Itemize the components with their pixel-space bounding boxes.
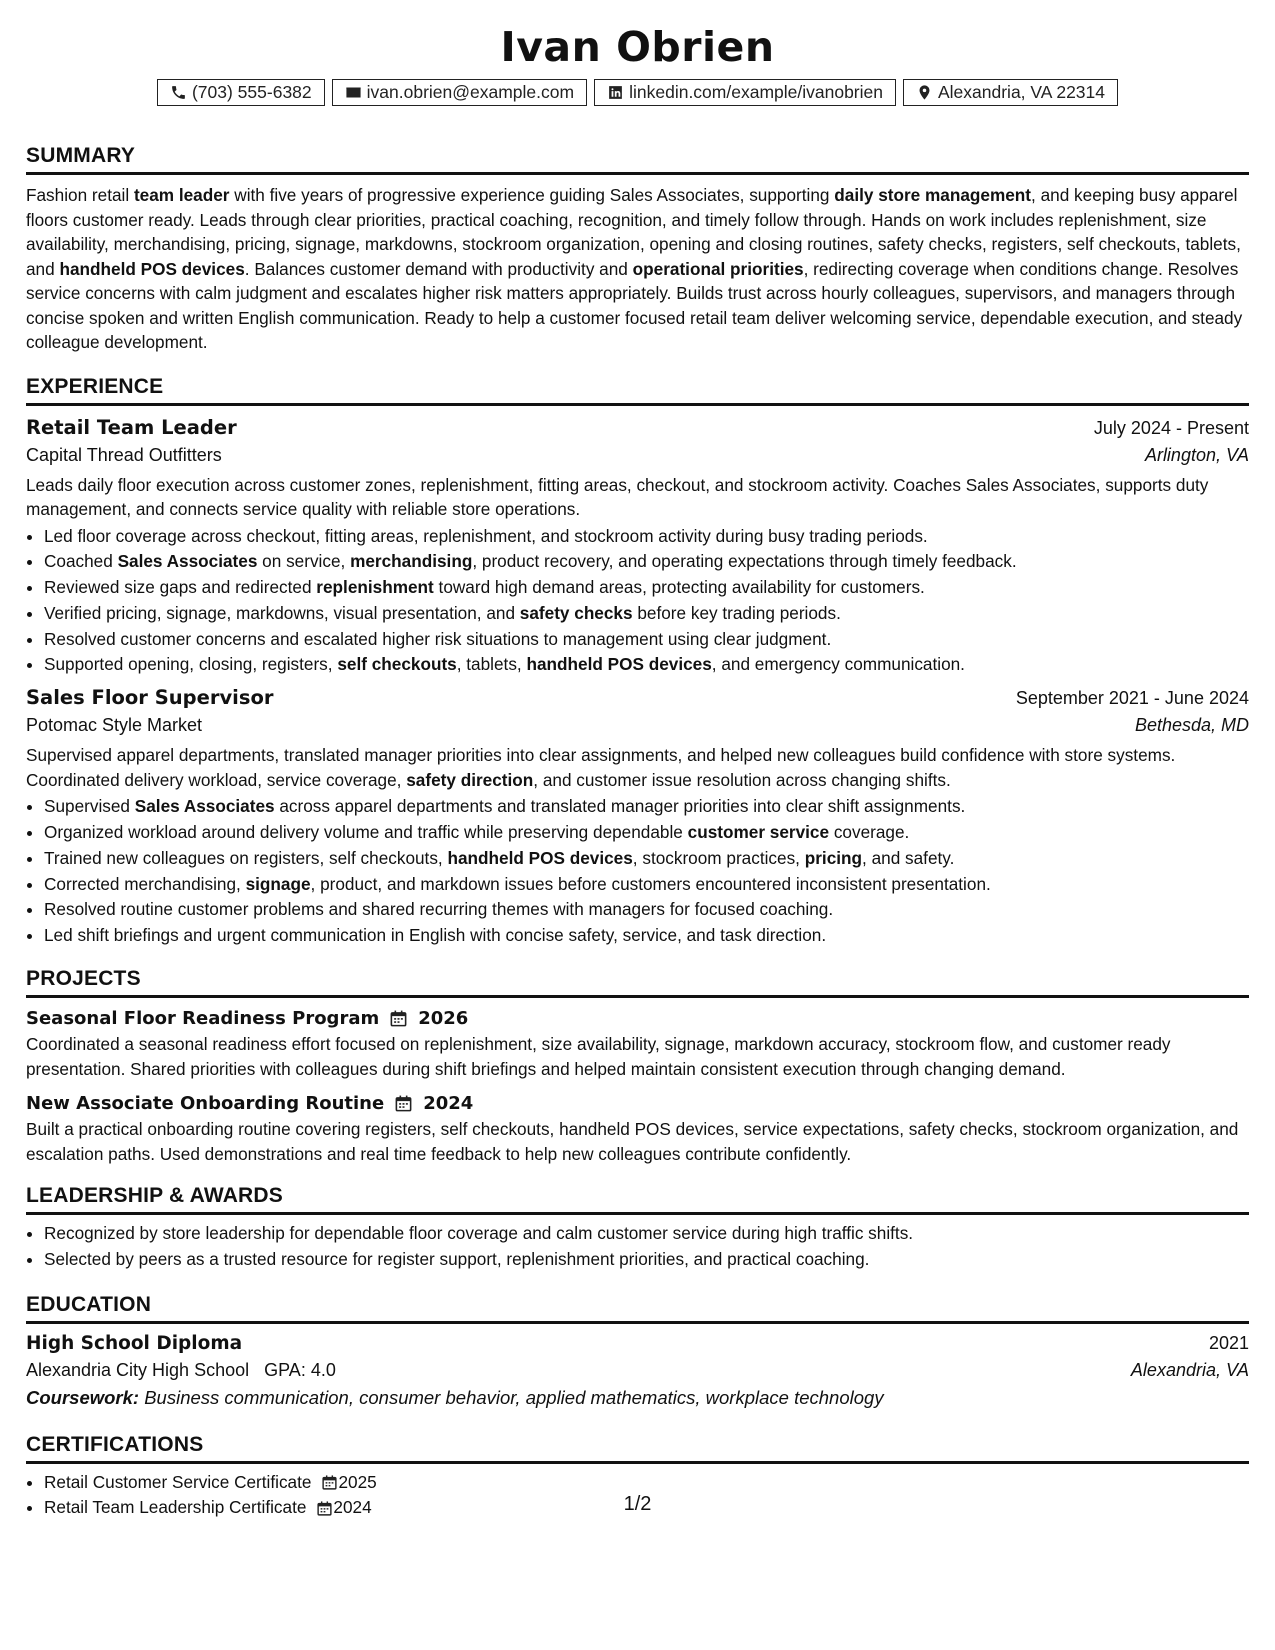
job-dates: September 2021 - June 2024 [1015,688,1249,709]
text-run: Trained new colleagues on registers, self checkouts, [44,847,448,868]
text-run: , redirecting coverage when conditions change. Resolves service concerns with calm judgment and escalates higher risk matters appropriately. Builds trust across hourly colleagues, supervisors, and managers through concise spoken and written English communication. Ready to help a customer focused retail team deliver welcoming service, dependable execution, and steady colleague development. [26,258,1243,352]
project-entry [26,1008,1249,1081]
section-title-certifications: CERTIFICATIONS [26,1433,1249,1464]
contact-linkedin[interactable] [594,79,896,106]
text-run: Leads daily floor execution across customer zones, replenishment, fitting areas, checkout, and stockroom activity. Coaches Sales Associates, supports duty management, and connects service quality with reliable store operations. [26,474,1209,519]
text-run: toward high demand areas, protecting availability for customers. [433,577,925,598]
bullet-item [44,897,1249,923]
contact-email[interactable] [332,79,587,106]
text-run: across apparel departments and translated manager priorities into clear shift assignments. [274,796,966,817]
page-number: 1/2 [623,1493,652,1515]
bullet-item [44,872,1249,898]
contact-location[interactable] [903,79,1118,106]
bold-text: handheld POS devices [447,847,633,868]
text-run: Supervised apparel departments, translated manager priorities into clear assignments, and helped new colleagues build confidence with store systems. Coordinated delivery workload, service coverage, [26,745,1176,790]
bold-text: safety direction [406,769,534,790]
bold-text: Sales Associates [134,796,275,817]
job-title: Retail Team Leader [26,415,237,439]
bullet-item [44,601,1249,627]
bold-text: Sales Associates [117,551,258,572]
bold-text: pricing [804,847,863,868]
text-run: Supervised [44,796,135,817]
phone-icon [170,84,187,101]
certification-year: 2025 [338,1471,377,1492]
job-bullets [26,794,1249,949]
list-item: • Recognized by store leadership for dependable floor coverage and calm customer service during high traffic shifts. [44,1221,1249,1247]
bullet-item [44,794,1249,820]
job-summary [26,743,1249,792]
bullet-item [44,652,1249,678]
text-run: with five years of progressive experience guiding Sales Associates, supporting [229,185,835,205]
bold-text: merchandising [350,551,473,572]
list-item [44,1470,1249,1496]
text-run: , and customer issue resolution across changing shifts. [533,769,951,790]
bold-text: daily store management [834,185,1032,205]
school-location: Alexandria, VA [1130,1359,1249,1380]
section-title-projects: PROJECTS [26,967,1249,998]
section-title-education: EDUCATION [26,1293,1249,1324]
certification-name: • Retail Team Leadership Certificate [44,1497,307,1518]
school-name: Alexandria City High School [26,1359,250,1380]
contact-phone-text: (703) 555-6382 [191,82,312,102]
section-title-summary: SUMMARY [26,144,1249,175]
contact-email-text: ivan.obrien@example.com [366,82,575,102]
project-year: 2026 [418,1008,469,1030]
calendar-icon [394,1094,413,1113]
job-company: Potomac Style Market [26,715,203,736]
contact-phone[interactable] [157,79,325,106]
coursework [26,1387,1249,1409]
job-summary [26,473,1249,522]
job-title: Sales Floor Supervisor [26,686,274,710]
job-location: Arlington, VA [1144,444,1249,465]
text-run: , product, and markdown issues before customers encountered inconsistent presentation. [310,873,991,894]
candidate-name: Ivan Obrien [500,23,775,71]
job-company: Capital Thread Outfitters [26,444,222,465]
text-run: , and emergency communication. [711,654,965,675]
project-description: Built a practical onboarding routine covering registers, self checkouts, handheld POS devices, service expectations, safety checks, stockroom organization, and escalation paths. Used demonstrations and real time feedback to help new colleagues contribute confidently. [26,1119,1239,1164]
coursework-label: Coursework: [26,1386,140,1408]
bullet-item [44,575,1249,601]
bold-text: team leader [133,185,230,205]
bold-text: operational priorities [632,258,804,279]
coursework-list: Business communication, consumer behavior, applied mathematics, workplace technology [144,1386,884,1408]
project-description: Coordinated a seasonal readiness effort focused on replenishment, size availability, signage, markdown accuracy, stockroom flow, and customer ready presentation. Shared priorities with colleagues during shift briefings and helped maintain consistent execution through changing demand. [26,1034,1171,1079]
contact-location-text: Alexandria, VA 22314 [937,82,1106,102]
text-run: . Balances customer demand with productivity and [244,258,633,279]
map-marker-icon [916,84,933,101]
text-run: Led shift briefings and urgent communication in English with concise safety, service, and task direction. [44,925,827,946]
text-run: Resolved routine customer problems and shared recurring themes with managers for focused coaching. [44,899,834,920]
text-run: Reviewed size gaps and redirected [44,577,317,598]
envelope-icon [345,84,362,101]
text-run: Fashion retail [26,185,134,205]
text-run: Coached [44,551,118,572]
project-name: New Associate Onboarding Routine [26,1093,385,1115]
summary-text [26,183,1249,355]
graduation-year: 2021 [1208,1332,1249,1353]
text-run: , stockroom practices, [632,847,805,868]
text-run: before key trading periods. [632,602,841,623]
project-entry [26,1093,1249,1166]
text-run: Corrected merchandising, [44,873,246,894]
job-dates: July 2024 - Present [1093,417,1249,438]
calendar-icon [389,1009,408,1028]
degree-name: High School Diploma [26,1332,243,1354]
job-location: Bethesda, MD [1134,715,1249,736]
bold-text: handheld POS devices [59,258,245,279]
job-entry [26,686,1249,949]
project-year: 2024 [423,1093,474,1115]
bold-text: replenishment [316,577,434,598]
text-run: on service, [257,551,351,572]
gpa: GPA: 4.0 [264,1359,336,1380]
section-title-leadership: LEADERSHIP & AWARDS [26,1184,1249,1215]
bullet-item [44,549,1249,575]
section-title-experience: EXPERIENCE [26,375,1249,406]
bold-text: signage [245,873,311,894]
text-run: Verified pricing, signage, markdowns, visual presentation, and [44,602,520,623]
bullet-item [44,923,1249,949]
text-run: , tablets, [456,654,527,675]
text-run: Supported opening, closing, registers, [44,654,338,675]
bullet-item [44,846,1249,872]
linkedin-icon [607,84,624,101]
leadership-list [26,1221,1249,1273]
bullet-item [44,627,1249,653]
text-run: Resolved customer concerns and escalated higher risk situations to management using clear judgment. [44,628,832,649]
bullet-item [44,820,1249,846]
job-bullets [26,524,1249,679]
contact-bar [26,79,1249,106]
contact-linkedin-text: linkedin.com/example/ivanobrien [629,82,883,102]
text-run: Organized workload around delivery volume and traffic while preserving dependable [44,822,688,843]
list-item: • Selected by peers as a trusted resource for register support, replenishment priorities, and practical coaching. [44,1247,1249,1273]
project-name: Seasonal Floor Readiness Program [26,1008,380,1030]
bold-text: self checkouts [337,654,457,675]
calendar-icon [321,1474,338,1491]
text-run: , and safety. [862,847,955,868]
bold-text: customer service [687,822,830,843]
bold-text: handheld POS devices [526,654,712,675]
job-entry [26,416,1249,679]
certification-year: 2024 [333,1497,372,1518]
text-run: , product recovery, and operating expectations through timely feedback. [472,551,1017,572]
text-run: Led floor coverage across checkout, fitting areas, replenishment, and stockroom activity during busy trading periods. [44,525,928,546]
text-run: , and keeping busy apparel floors customer ready. Leads through clear priorities, practical coaching, recognition, and timely follow through. Hands on work includes replenishment, size availability, merchandising, pricing, signage, markdowns, stockroom organization, opening and closing routines, safety checks, registers, self checkouts, tablets, and [26,185,1241,279]
bullet-item [44,524,1249,550]
certification-name: • Retail Customer Service Certificate [44,1471,312,1492]
text-run: coverage. [829,822,910,843]
bold-text: safety checks [519,602,633,623]
